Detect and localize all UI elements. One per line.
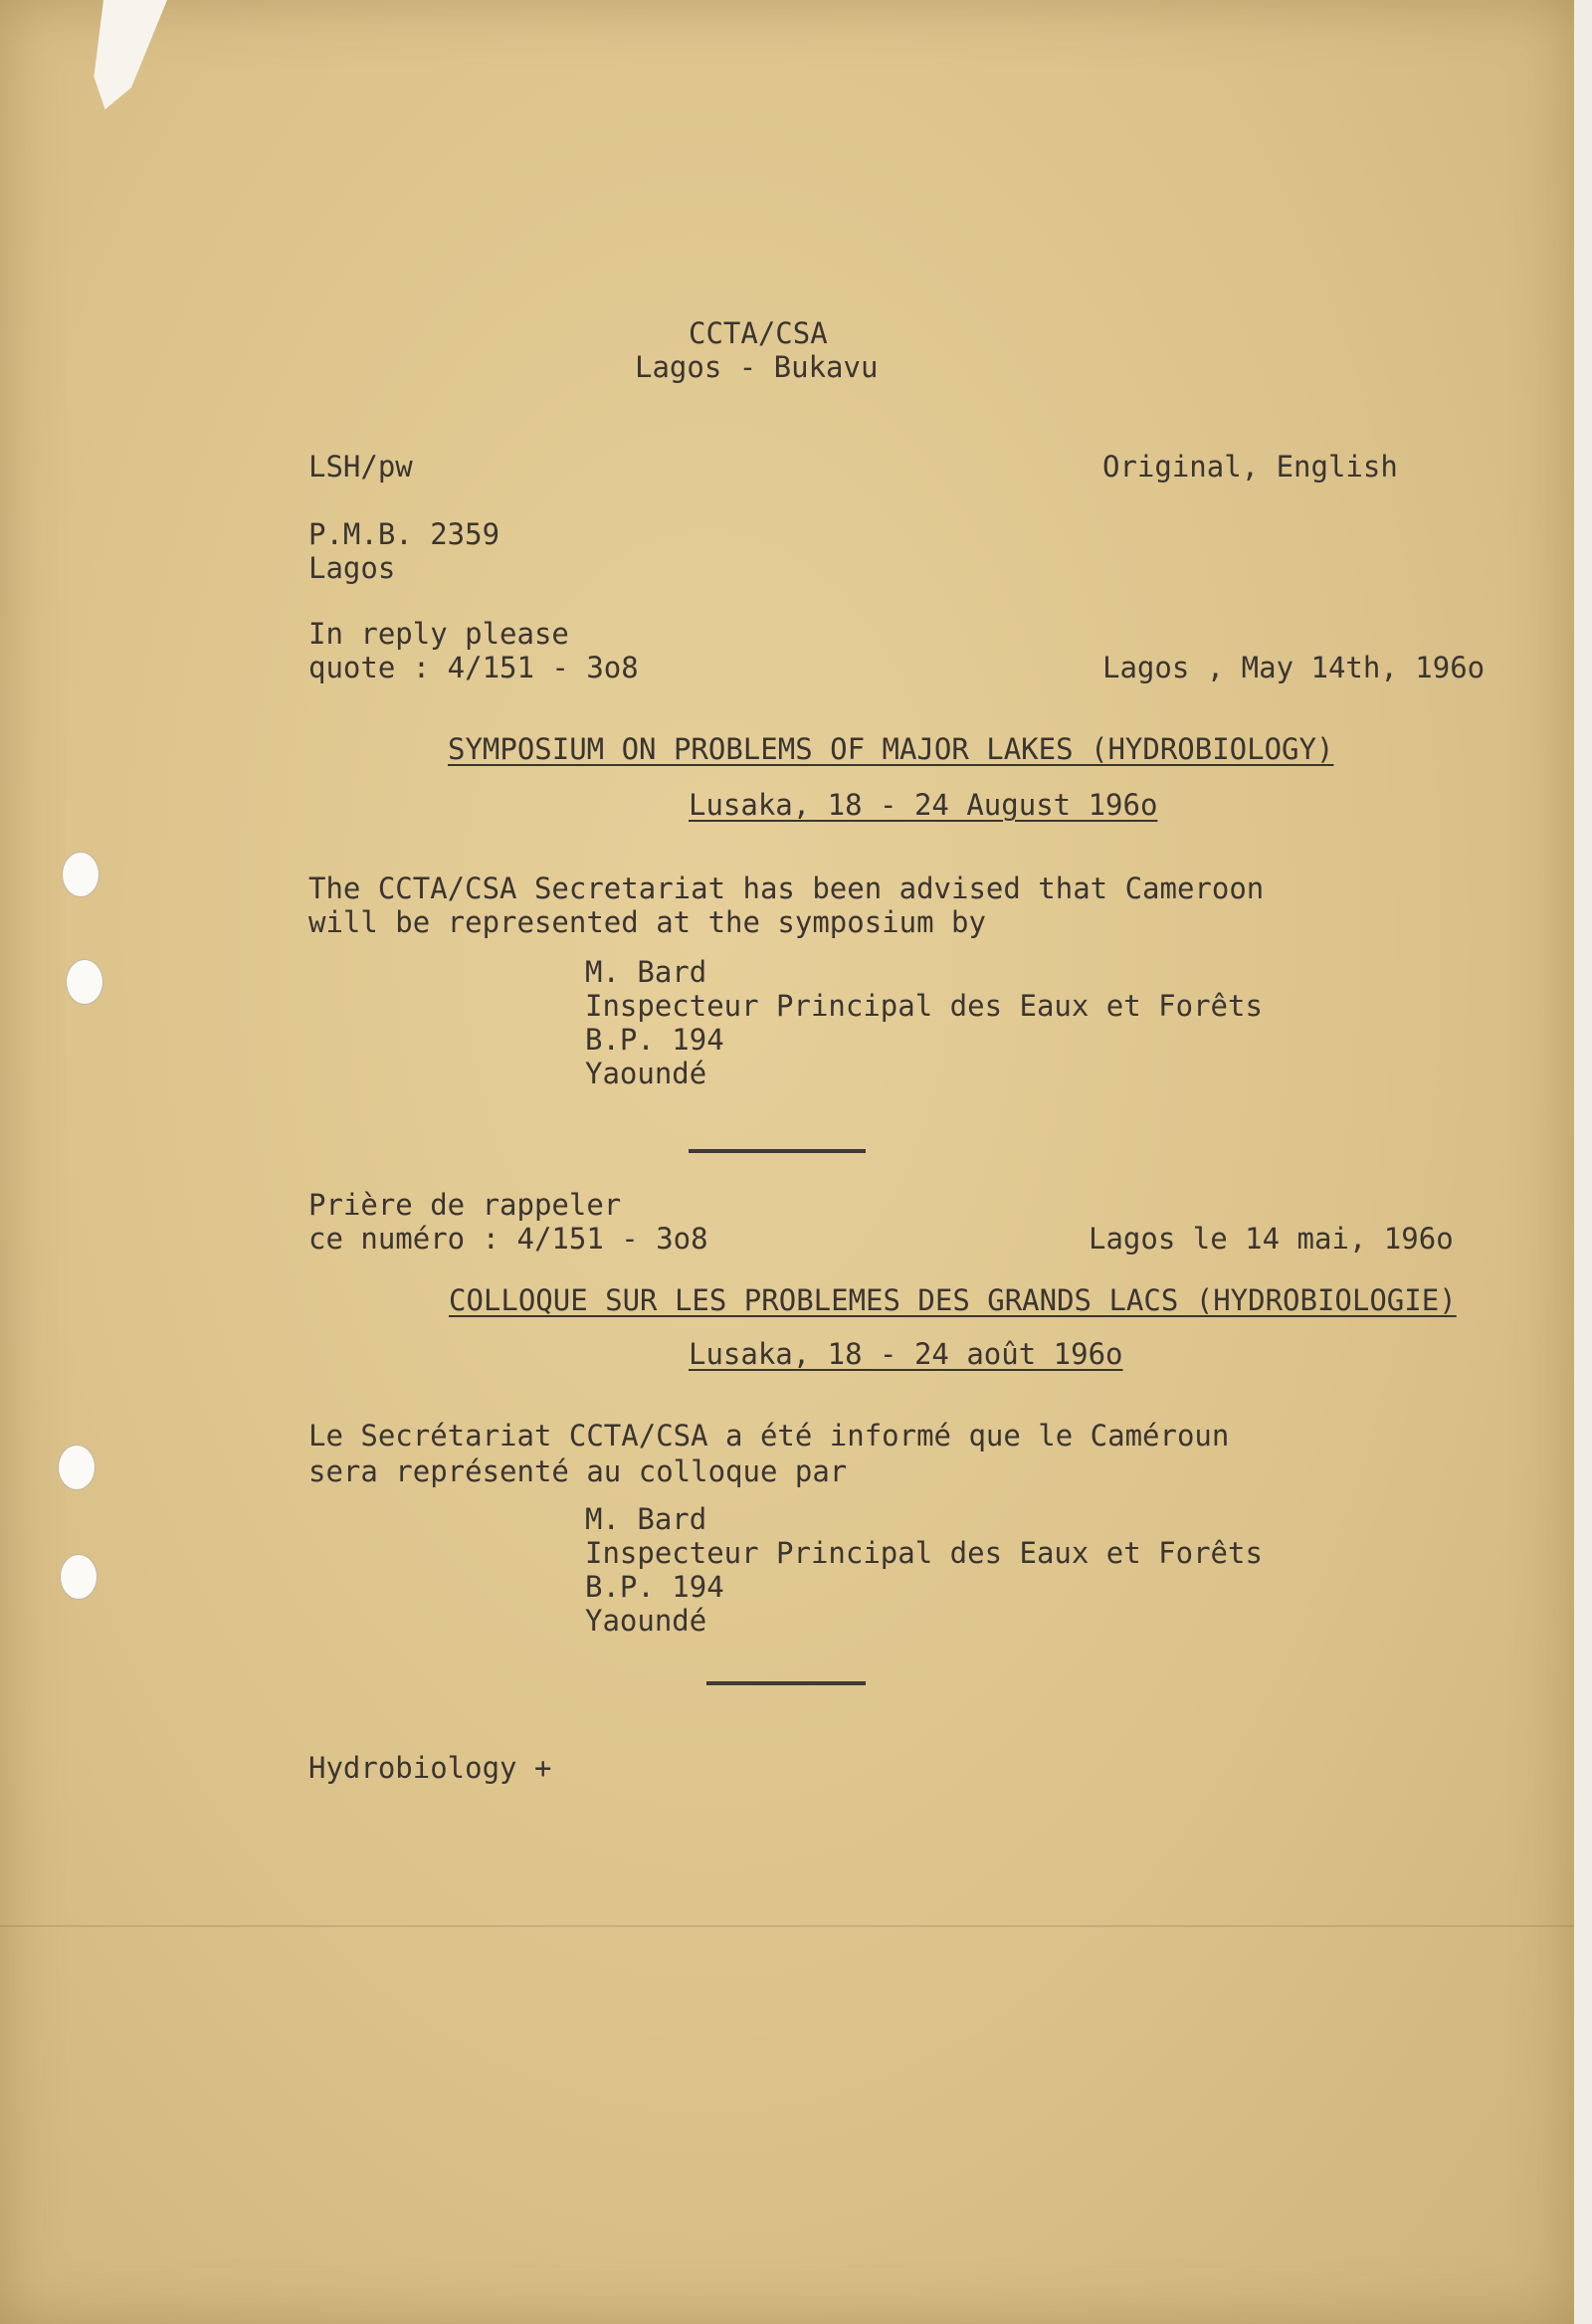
punch-hole bbox=[60, 1554, 98, 1600]
punch-hole bbox=[66, 959, 103, 1005]
original-language: Original, English bbox=[1102, 450, 1398, 484]
reply-label-fr: Prière de rappeler bbox=[308, 1188, 622, 1222]
section-divider bbox=[706, 1681, 866, 1685]
representative-city: Yaoundé bbox=[585, 1057, 707, 1090]
symposium-title: SYMPOSIUM ON PROBLEMS OF MAJOR LAKES (HYDROBIOLOGY) bbox=[448, 732, 1334, 766]
representative-name-fr: M. Bard bbox=[585, 1502, 707, 1536]
body-text-line: The CCTA/CSA Secretariat has been advised that Cameroon bbox=[308, 872, 1265, 905]
section-divider bbox=[689, 1149, 866, 1153]
colloque-subtitle: Lusaka, 18 - 24 août 196o bbox=[689, 1337, 1123, 1371]
body-text-line-fr: sera représenté au colloque par bbox=[308, 1454, 848, 1488]
representative-po-box: B.P. 194 bbox=[585, 1023, 724, 1057]
letter-date: Lagos , May 14th, 196o bbox=[1102, 651, 1486, 684]
header-org: CCTA/CSA bbox=[689, 316, 828, 350]
colloque-title: COLLOQUE SUR LES PROBLEMES DES GRANDS LACS (HYDROBIOLOGIE) bbox=[449, 1283, 1457, 1317]
page-fold bbox=[0, 1925, 1574, 1927]
body-text-line-fr: Le Secrétariat CCTA/CSA a été informé que le Caméroun bbox=[308, 1419, 1230, 1452]
representative-title: Inspecteur Principal des Eaux et Forêts bbox=[585, 989, 1263, 1023]
letter-date-fr: Lagos le 14 mai, 196o bbox=[1089, 1222, 1454, 1256]
footer-note: Hydrobiology + bbox=[308, 1751, 552, 1785]
reply-quote: quote : 4/151 - 3o8 bbox=[308, 651, 639, 684]
pmb-city: Lagos bbox=[308, 551, 396, 585]
scan-margin bbox=[1574, 0, 1592, 2324]
representative-title-fr: Inspecteur Principal des Eaux et Forêts bbox=[585, 1536, 1263, 1570]
body-text-line: will be represented at the symposium by bbox=[308, 905, 986, 939]
ref-initials: LSH/pw bbox=[308, 450, 413, 484]
header-location: Lagos - Bukavu bbox=[635, 350, 879, 384]
torn-corner bbox=[88, 0, 167, 109]
pmb-number: P.M.B. 2359 bbox=[308, 517, 500, 551]
reply-label: In reply please bbox=[308, 617, 569, 651]
punch-hole bbox=[58, 1445, 96, 1490]
punch-hole bbox=[62, 852, 100, 897]
representative-name: M. Bard bbox=[585, 955, 707, 989]
symposium-subtitle: Lusaka, 18 - 24 August 196o bbox=[689, 788, 1158, 822]
representative-city-fr: Yaoundé bbox=[585, 1604, 707, 1638]
representative-po-box-fr: B.P. 194 bbox=[585, 1570, 724, 1604]
reply-quote-fr: ce numéro : 4/151 - 3o8 bbox=[308, 1222, 708, 1256]
